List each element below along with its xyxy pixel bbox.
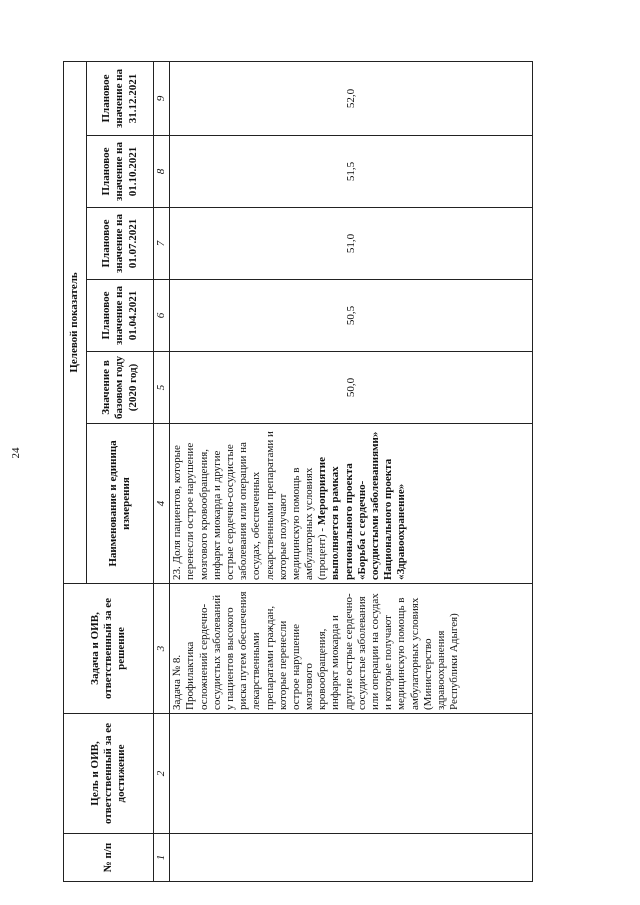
- target-indicator-table: [63, 61, 533, 882]
- column-number-row: [154, 61, 170, 881]
- row-number-cell: [170, 834, 533, 882]
- header-plan-q1: Плановое значение на 01.04.2021: [87, 280, 154, 352]
- plan-q4-cell: 52,0: [170, 61, 533, 135]
- header-plan-q2: Плановое значение на 01.07.2021: [87, 208, 154, 280]
- header-indicator-name: Наименование и единица измерения: [87, 424, 154, 584]
- column-number: 6: [154, 280, 170, 352]
- column-number: 8: [154, 136, 170, 208]
- column-number: 3: [154, 584, 170, 714]
- column-number: 7: [154, 208, 170, 280]
- header-base-value: Значение в базовом году (2020 год): [87, 352, 154, 424]
- indicator-text: 23. Доля пациентов, которые перенесли острое нарушение мозгового кровообращения, инфаркт миокарда и другие острые сердечно-сосудистые заболевания или операции на сосудах, обеспеченных лекарственными препаратами и которые получают медицинскую помощь в амбулаторных условиях (процент) -: [171, 431, 329, 580]
- rotated-table-sheet: [63, 62, 563, 882]
- header-task: Задача и ОИВ, ответственный за ее решение: [64, 584, 154, 714]
- plan-q2-cell: 51,0: [170, 208, 533, 280]
- header-number: № п/п: [64, 834, 154, 882]
- column-number: 2: [154, 714, 170, 834]
- header-plan-q4: Плановое значение на 31.12.2021: [87, 61, 154, 135]
- column-number: 4: [154, 424, 170, 584]
- header-target-indicator-group: Целевой показатель: [64, 61, 87, 583]
- plan-q3-cell: 51,5: [170, 136, 533, 208]
- base-value-cell: 50,0: [170, 352, 533, 424]
- indicator-note: Мероприятие выполняется в рамках регионального проекта «Борьба с сердечно-сосудистыми заболеваниями» Национального проекта «Здравоохранение»: [316, 431, 408, 580]
- column-number: 1: [154, 834, 170, 882]
- plan-q1-cell: 50,5: [170, 280, 533, 352]
- page-number: 24: [10, 447, 22, 459]
- column-number: 5: [154, 352, 170, 424]
- goal-cell: [170, 714, 533, 834]
- header-plan-q3: Плановое значение на 01.10.2021: [87, 136, 154, 208]
- column-number: 9: [154, 61, 170, 135]
- header-goal: Цель и ОИВ, ответственный за ее достижение: [64, 714, 154, 834]
- task-cell: Задача № 8. Профилактика осложнений сердечно-сосудистых заболеваний у пациентов высокого риска путем обеспечения лекарственными препаратами граждан, которые перенесли острое нарушение мозгового кровообращения, инфаркт миокарда и другие острые сердечно-сосудистые заболевания или операции на сосудах и которые получают медицинскую помощь в амбулаторных условиях (Министерство здравоохранения Республики Адыгея): [170, 584, 533, 714]
- table-row: [170, 61, 533, 881]
- indicator-cell: [170, 424, 533, 584]
